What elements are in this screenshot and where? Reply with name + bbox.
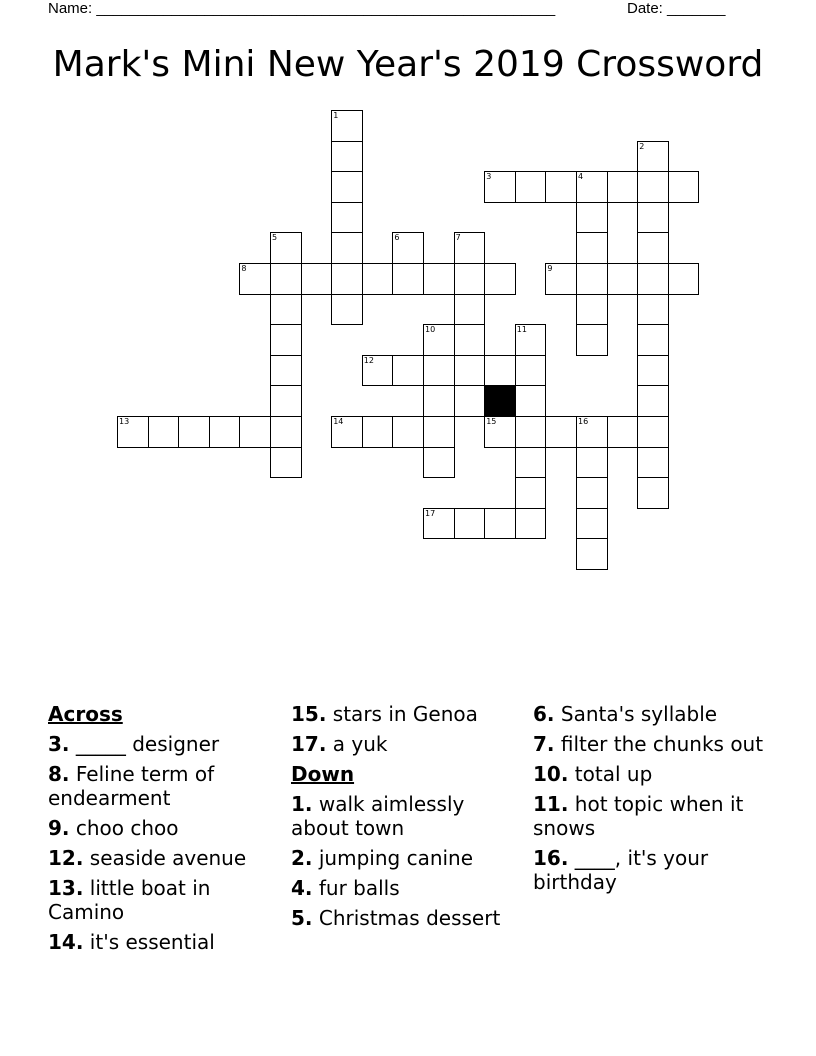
grid-cell[interactable]	[331, 110, 363, 142]
clue-text: filter the chunks out	[560, 732, 764, 756]
grid-cell[interactable]	[270, 385, 302, 417]
cell-number: 17	[425, 508, 436, 518]
grid-cell[interactable]	[454, 263, 486, 295]
clue-text: hot topic when it snows	[533, 792, 744, 840]
clue-text: Christmas dessert	[318, 906, 501, 930]
clue-number: 8.	[48, 762, 70, 786]
grid-cell[interactable]	[270, 416, 302, 448]
grid-cell[interactable]	[454, 508, 486, 540]
grid-cell[interactable]	[270, 447, 302, 479]
down-clue	[291, 792, 523, 840]
grid-cell[interactable]	[576, 202, 608, 234]
grid-cell[interactable]	[576, 508, 608, 540]
name-field: Name: _______________________________________________________	[48, 0, 556, 17]
across-clue	[48, 846, 280, 870]
grid-cell[interactable]	[515, 171, 547, 203]
grid-cell[interactable]	[423, 385, 455, 417]
down-clue	[533, 702, 765, 726]
grid-cell[interactable]	[576, 324, 608, 356]
grid-cell[interactable]	[484, 416, 516, 448]
grid-cell[interactable]	[331, 232, 363, 264]
grid-cell[interactable]	[607, 416, 639, 448]
black-cell	[484, 385, 516, 417]
clue-text: stars in Genoa	[332, 702, 478, 726]
grid-cell[interactable]	[637, 477, 669, 509]
clue-text: Feline term of endearment	[48, 762, 215, 810]
grid-cell[interactable]	[270, 324, 302, 356]
grid-cell[interactable]	[576, 294, 608, 326]
clue-number: 9.	[48, 816, 70, 840]
grid-cell[interactable]	[270, 294, 302, 326]
clue-number: 11.	[533, 792, 569, 816]
cell-number: 15	[486, 417, 497, 426]
down-clue	[533, 792, 765, 840]
grid-cell[interactable]	[454, 324, 486, 356]
across-clue	[48, 762, 280, 810]
grid-cell[interactable]	[637, 263, 669, 295]
clue-number: 4.	[291, 876, 313, 900]
grid-cell[interactable]	[484, 171, 516, 203]
cell-number: 14	[333, 417, 344, 426]
clue-number: 1.	[291, 792, 313, 816]
grid-cell[interactable]	[331, 171, 363, 203]
grid-cell[interactable]	[637, 324, 669, 356]
clue-number: 10.	[533, 762, 569, 786]
grid-cell[interactable]	[515, 416, 547, 448]
grid-cell[interactable]	[454, 294, 486, 326]
grid-cell[interactable]	[607, 263, 639, 295]
grid-cell[interactable]	[637, 385, 669, 417]
grid-cell[interactable]	[637, 294, 669, 326]
grid-cell[interactable]	[545, 171, 577, 203]
grid-cell[interactable]	[637, 171, 669, 203]
grid-cell[interactable]	[331, 416, 363, 448]
clue-text: little boat in Camino	[48, 876, 211, 924]
cell-number: 5	[272, 233, 278, 243]
clue-text: choo choo	[75, 816, 179, 840]
cell-number: 12	[363, 355, 374, 365]
grid-cell[interactable]	[362, 263, 394, 295]
across-clue	[48, 930, 280, 954]
cell-number: 7	[455, 233, 461, 243]
clue-column-1	[48, 702, 280, 960]
grid-cell[interactable]	[454, 232, 486, 264]
grid-cell[interactable]	[392, 232, 424, 264]
grid-cell[interactable]	[515, 355, 547, 387]
across-clue	[291, 732, 523, 756]
grid-cell[interactable]	[362, 416, 394, 448]
clue-number: 14.	[48, 930, 84, 954]
clue-text: ____, it's your birthday	[533, 846, 709, 894]
grid-cell[interactable]	[515, 385, 547, 417]
cell-number: 3	[486, 172, 492, 182]
down-clue	[533, 846, 765, 894]
grid-cell[interactable]	[637, 232, 669, 264]
clue-text: seaside avenue	[89, 846, 247, 870]
grid-cell[interactable]	[484, 355, 516, 387]
grid-cell[interactable]	[637, 416, 669, 448]
grid-cell[interactable]	[484, 508, 516, 540]
grid-cell[interactable]	[576, 416, 608, 448]
cell-number: 2	[639, 141, 645, 151]
cell-number: 8	[241, 264, 247, 273]
grid-cell[interactable]	[576, 171, 608, 203]
grid-cell[interactable]	[545, 416, 577, 448]
across-clue	[48, 816, 280, 840]
grid-cell[interactable]	[454, 385, 486, 417]
grid-cell[interactable]	[423, 324, 455, 356]
grid-cell[interactable]	[362, 355, 394, 387]
page-title: Mark's Mini New Year's 2019 Crossword	[52, 44, 764, 85]
grid-cell[interactable]	[117, 416, 149, 448]
cell-number: 13	[119, 417, 130, 426]
grid-cell[interactable]	[423, 416, 455, 448]
grid-cell[interactable]	[515, 508, 547, 540]
clue-column-3	[533, 702, 765, 900]
clue-number: 5.	[291, 906, 313, 930]
cell-number: 9	[547, 264, 553, 273]
down-clue	[291, 906, 523, 930]
clue-number: 2.	[291, 846, 313, 870]
clue-text: walk aimlessly about town	[291, 792, 465, 840]
clue-number: 7.	[533, 732, 555, 756]
clue-text: it's essential	[89, 930, 215, 954]
grid-cell[interactable]	[576, 447, 608, 479]
grid-cell[interactable]	[270, 232, 302, 264]
grid-cell[interactable]	[209, 416, 241, 448]
grid-cell[interactable]	[576, 538, 608, 570]
clue-number: 6.	[533, 702, 555, 726]
cell-number: 10	[425, 325, 436, 335]
grid-cell[interactable]	[270, 355, 302, 387]
grid-cell[interactable]	[637, 202, 669, 234]
clue-text: _____ designer	[75, 732, 220, 756]
grid-cell[interactable]	[423, 263, 455, 295]
cell-number: 4	[578, 172, 584, 182]
clue-column-2	[291, 702, 523, 936]
down-heading: Down	[291, 762, 355, 786]
grid-cell[interactable]	[331, 294, 363, 326]
clue-number: 3.	[48, 732, 70, 756]
across-clue	[48, 732, 280, 756]
across-clue	[48, 876, 280, 924]
grid-cell[interactable]	[239, 263, 271, 295]
grid-cell[interactable]	[637, 355, 669, 387]
grid-cell[interactable]	[423, 508, 455, 540]
grid-cell[interactable]	[576, 477, 608, 509]
cell-number: 11	[516, 325, 527, 335]
clue-number: 13.	[48, 876, 84, 900]
grid-cell[interactable]	[607, 171, 639, 203]
clue-text: total up	[574, 762, 653, 786]
grid-cell[interactable]	[637, 141, 669, 173]
grid-cell[interactable]	[515, 447, 547, 479]
grid-cell[interactable]	[301, 263, 333, 295]
grid-cell[interactable]	[454, 355, 486, 387]
grid-cell[interactable]	[392, 263, 424, 295]
cell-number: 16	[578, 417, 589, 426]
grid-cell[interactable]	[423, 355, 455, 387]
grid-cell[interactable]	[484, 263, 516, 295]
grid-cell[interactable]	[515, 324, 547, 356]
clue-number: 16.	[533, 846, 569, 870]
down-clue	[533, 732, 765, 756]
grid-cell[interactable]	[331, 141, 363, 173]
cell-number: 1	[333, 111, 339, 120]
grid-cell[interactable]	[392, 416, 424, 448]
grid-cell[interactable]	[668, 263, 700, 295]
clue-number: 17.	[291, 732, 327, 756]
clue-number: 12.	[48, 846, 84, 870]
grid-cell[interactable]	[178, 416, 210, 448]
across-heading: Across	[48, 702, 123, 726]
grid-cell[interactable]	[331, 202, 363, 234]
grid-cell[interactable]	[515, 477, 547, 509]
clue-text: fur balls	[318, 876, 400, 900]
grid-cell[interactable]	[668, 171, 700, 203]
clue-text: jumping canine	[318, 846, 474, 870]
grid-cell[interactable]	[392, 355, 424, 387]
grid-cell[interactable]	[576, 263, 608, 295]
grid-cell[interactable]	[576, 232, 608, 264]
clue-number: 15.	[291, 702, 327, 726]
down-clue	[533, 762, 765, 786]
clue-text: a yuk	[332, 732, 388, 756]
cell-number: 6	[394, 233, 400, 243]
clue-text: Santa's syllable	[560, 702, 718, 726]
grid-cell[interactable]	[423, 447, 455, 479]
down-clue	[291, 846, 523, 870]
grid-cell[interactable]	[637, 447, 669, 479]
grid-cell[interactable]	[331, 263, 363, 295]
grid-cell[interactable]	[270, 263, 302, 295]
grid-cell[interactable]	[545, 263, 577, 295]
down-clue	[291, 876, 523, 900]
grid-cell[interactable]	[239, 416, 271, 448]
across-clue	[291, 702, 523, 726]
date-field: Date: _______	[627, 0, 726, 17]
grid-cell[interactable]	[148, 416, 180, 448]
